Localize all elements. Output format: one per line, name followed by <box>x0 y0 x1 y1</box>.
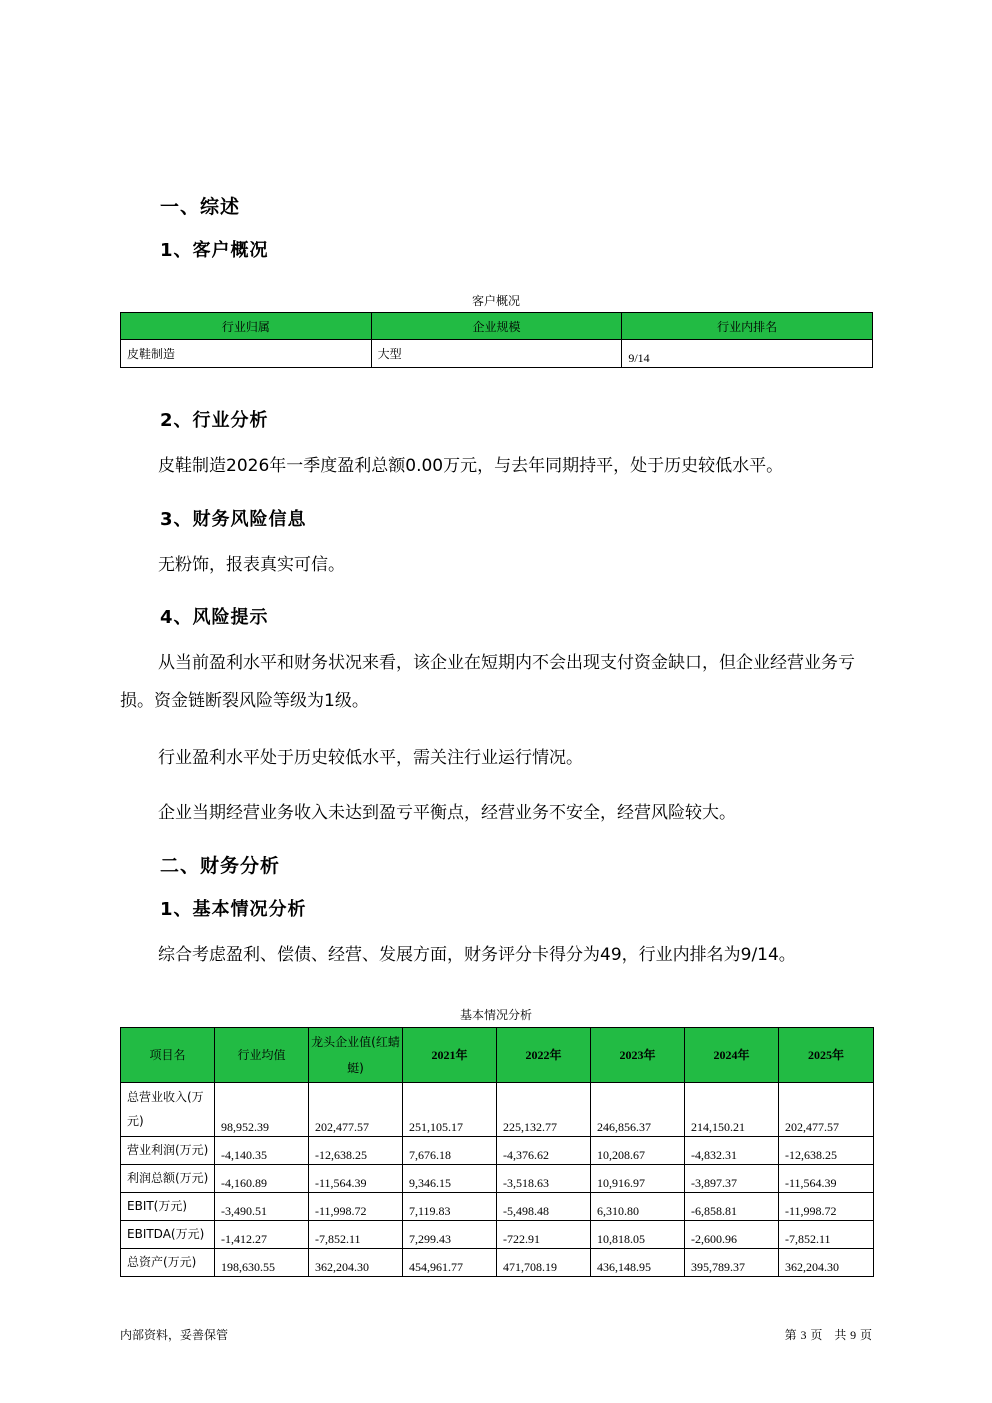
table-row <box>121 1221 874 1249</box>
table-cell: 10,818.05 <box>591 1221 685 1249</box>
table-cell: 454,961.77 <box>403 1249 497 1277</box>
row-label: 总营业收入(万元) <box>121 1083 215 1137</box>
table-cell: -3,518.63 <box>497 1165 591 1193</box>
table-row <box>121 1137 874 1165</box>
table-cell: 225,132.77 <box>497 1083 591 1137</box>
table-header-cell: 2025年 <box>779 1028 874 1083</box>
table-cell: -4,140.35 <box>215 1137 309 1165</box>
table-row <box>121 1249 874 1277</box>
table-cell: -7,852.11 <box>309 1221 403 1249</box>
financial-risk-paragraph: 无粉饰，报表真实可信。 <box>158 555 345 575</box>
table-header-cell: 2024年 <box>685 1028 779 1083</box>
table-row <box>121 1083 874 1137</box>
row-label: 利润总额(万元) <box>121 1165 215 1193</box>
table-cell: -11,564.39 <box>309 1165 403 1193</box>
page-suffix: 页 <box>859 1328 872 1342</box>
table-cell: -4,376.62 <box>497 1137 591 1165</box>
section-heading-overview: 一、综述 <box>160 196 241 218</box>
table-cell: -4,160.89 <box>215 1165 309 1193</box>
row-label: 总资产(万元) <box>121 1249 215 1277</box>
table-cell: 7,119.83 <box>403 1193 497 1221</box>
table-cell: -1,412.27 <box>215 1221 309 1249</box>
table-cell: -3,897.37 <box>685 1165 779 1193</box>
table-cell: -722.91 <box>497 1221 591 1249</box>
subheading-customer-overview: 1、客户概况 <box>160 240 269 261</box>
scale-cell: 大型 <box>371 340 622 368</box>
customer-overview-table <box>120 312 873 368</box>
table-cell: 10,916.97 <box>591 1165 685 1193</box>
risk-paragraph-1: 从当前盈利水平和财务状况来看，该企业在短期内不会出现支付资金缺口，但企业经营业务亏损。资金链断裂风险等级为1级。 <box>120 653 855 711</box>
table-row <box>121 340 873 368</box>
table-cell: -11,998.72 <box>779 1193 874 1221</box>
table-header-cell: 行业内排名 <box>622 313 873 340</box>
table-header-cell: 企业规模 <box>371 313 622 340</box>
table-cell: 6,310.80 <box>591 1193 685 1221</box>
row-label: EBITDA(万元) <box>121 1221 215 1249</box>
table-header-row <box>121 313 873 340</box>
section-heading-financial-analysis: 二、财务分析 <box>160 855 281 877</box>
row-label: 营业利润(万元) <box>121 1137 215 1165</box>
subheading-industry-analysis: 2、行业分析 <box>160 410 269 431</box>
table-cell: 202,477.57 <box>779 1083 874 1137</box>
table-row <box>121 1193 874 1221</box>
table-cell: -11,564.39 <box>779 1165 874 1193</box>
page-prefix: 第 <box>784 1328 797 1342</box>
rank-cell: 9/14 <box>622 340 873 368</box>
table-header-cell: 行业均值 <box>215 1028 309 1083</box>
table-header-cell: 2023年 <box>591 1028 685 1083</box>
table-cell: 362,204.30 <box>309 1249 403 1277</box>
table-cell: 395,789.37 <box>685 1249 779 1277</box>
table-cell: 98,952.39 <box>215 1083 309 1137</box>
table-cell: 436,148.95 <box>591 1249 685 1277</box>
industry-paragraph: 皮鞋制造2026年一季度盈利总额0.00万元，与去年同期持平，处于历史较低水平。 <box>158 456 784 476</box>
table-header-row <box>121 1028 874 1083</box>
table-header-cell: 项目名 <box>121 1028 215 1083</box>
subheading-risk-warning: 4、风险提示 <box>160 607 269 628</box>
customer-table-caption: 客户概况 <box>471 294 520 308</box>
table-cell: -6,858.81 <box>685 1193 779 1221</box>
table-cell: -7,852.11 <box>779 1221 874 1249</box>
row-label: EBIT(万元) <box>121 1193 215 1221</box>
table-cell: 202,477.57 <box>309 1083 403 1137</box>
page-number: 3 <box>800 1328 807 1342</box>
basic-analysis-paragraph: 综合考虑盈利、偿债、经营、发展方面，财务评分卡得分为49，行业内排名为9/14。 <box>158 945 796 965</box>
subheading-basic-analysis: 1、基本情况分析 <box>160 899 307 920</box>
table-cell: 471,708.19 <box>497 1249 591 1277</box>
table-cell: 198,630.55 <box>215 1249 309 1277</box>
basic-analysis-table <box>120 1027 874 1277</box>
table-cell: 251,105.17 <box>403 1083 497 1137</box>
table-cell: 10,208.67 <box>591 1137 685 1165</box>
footer-confidential-note: 内部资料，妥善保管 <box>120 1328 229 1342</box>
table-header-cell: 2021年 <box>403 1028 497 1083</box>
subheading-financial-risk: 3、财务风险信息 <box>160 509 307 530</box>
risk-paragraph-2: 行业盈利水平处于历史较低水平，需关注行业运行情况。 <box>158 748 583 768</box>
table-cell: 214,150.21 <box>685 1083 779 1137</box>
page-mid: 页 共 <box>810 1328 847 1342</box>
footer-page-indicator <box>785 1326 872 1343</box>
table-cell: 9,346.15 <box>403 1165 497 1193</box>
table-cell: -3,490.51 <box>215 1193 309 1221</box>
table-cell: 7,299.43 <box>403 1221 497 1249</box>
table-cell: -12,638.25 <box>779 1137 874 1165</box>
table-cell: -11,998.72 <box>309 1193 403 1221</box>
page-total: 9 <box>850 1328 857 1342</box>
table-cell: 246,856.37 <box>591 1083 685 1137</box>
table-header-cell: 2022年 <box>497 1028 591 1083</box>
table-cell: -12,638.25 <box>309 1137 403 1165</box>
table-cell: 7,676.18 <box>403 1137 497 1165</box>
table-cell: -2,600.96 <box>685 1221 779 1249</box>
table-cell: -4,832.31 <box>685 1137 779 1165</box>
table-header-cell: 龙头企业值(红蜻蜓) <box>309 1028 403 1083</box>
table-cell: 362,204.30 <box>779 1249 874 1277</box>
risk-paragraph-3: 企业当期经营业务收入未达到盈亏平衡点，经营业务不安全，经营风险较大。 <box>158 803 736 823</box>
industry-cell: 皮鞋制造 <box>121 340 372 368</box>
basic-table-caption: 基本情况分析 <box>459 1008 532 1022</box>
table-cell: -5,498.48 <box>497 1193 591 1221</box>
table-row <box>121 1165 874 1193</box>
table-header-cell: 行业归属 <box>121 313 372 340</box>
